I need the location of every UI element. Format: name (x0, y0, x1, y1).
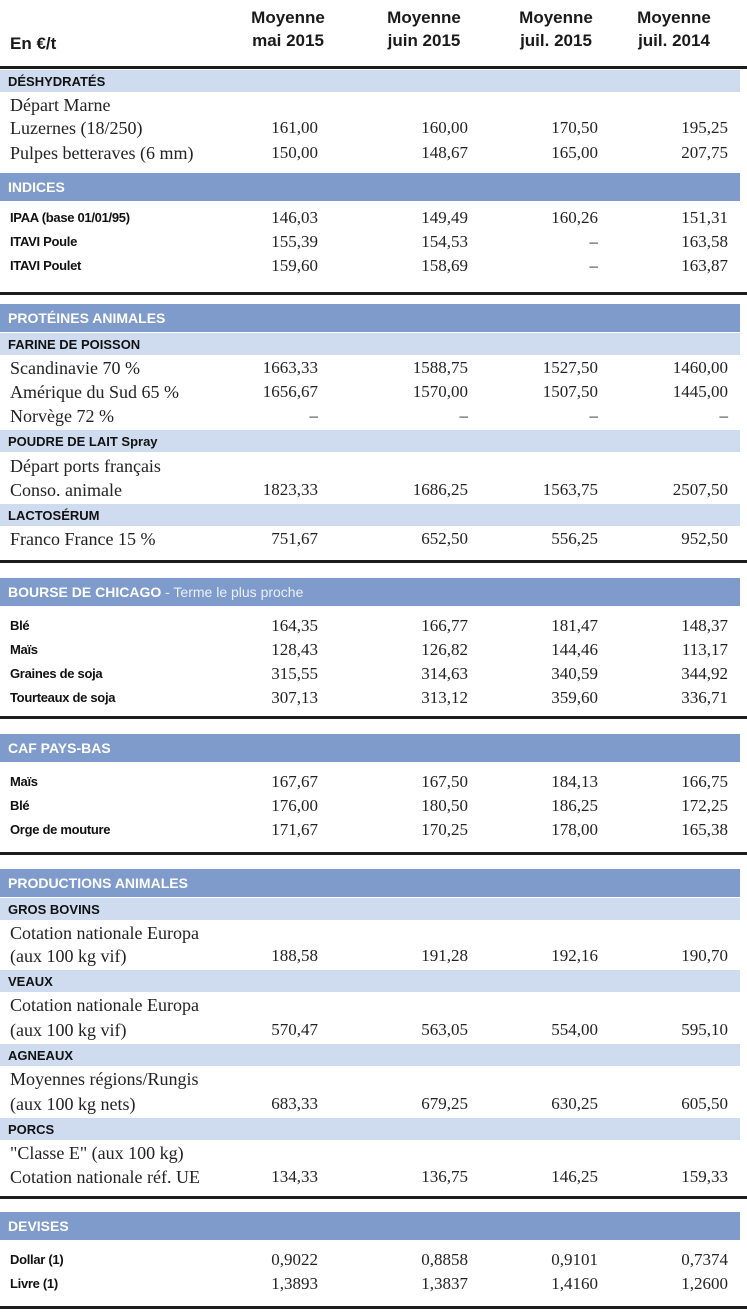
divider-rule (0, 716, 747, 719)
section-title: PRODUCTIONS ANIMALES (8, 875, 188, 891)
column-header-june-2015 (364, 6, 484, 52)
cell-value: 146,03 (271, 208, 318, 227)
cell-value: 595,10 (681, 1020, 728, 1039)
table-row (0, 662, 747, 686)
section-title: CAF PAYS-BAS (8, 740, 111, 756)
cell-value: 136,75 (421, 1167, 468, 1186)
cell-value: – (589, 232, 598, 251)
cell-value: 188,58 (271, 946, 318, 965)
cell-value: 159,60 (271, 256, 318, 275)
row-label: Scandinavie 70 % (10, 358, 140, 378)
row-label: ITAVI Poulet (10, 258, 82, 273)
row-label: Moyennes régions/Rungis (10, 1069, 199, 1089)
row-label: (aux 100 kg vif) (10, 946, 127, 966)
subsection-title: VEAUX (8, 974, 53, 989)
section-title: DEVISES (8, 1218, 69, 1234)
table-row (0, 380, 747, 404)
table-row (0, 141, 747, 165)
cell-value: 148,37 (681, 616, 728, 635)
table-row (0, 206, 747, 230)
cell-value: 178,00 (551, 820, 598, 839)
table-row (0, 638, 747, 662)
column-header-line: juin 2015 (387, 31, 461, 50)
row-label: ITAVI Poule (10, 234, 78, 249)
column-header-line: juil. 2015 (520, 31, 592, 50)
cell-value: – (459, 406, 468, 425)
section-bar-deshydrates (0, 70, 740, 92)
cell-value: 195,25 (681, 118, 728, 137)
subsection-title: POUDRE DE LAIT Spray (8, 434, 158, 449)
cell-value: 1570,00 (412, 382, 468, 401)
cell-value: 307,13 (271, 688, 318, 707)
cell-value: 1,3837 (421, 1274, 468, 1293)
cell-value: 148,67 (421, 143, 468, 162)
row-label: Blé (10, 798, 30, 813)
cell-value: 344,92 (681, 664, 728, 683)
cell-value: 158,69 (421, 256, 468, 275)
cell-value: 1507,50 (542, 382, 598, 401)
cell-value: 181,47 (551, 616, 598, 635)
cell-value: 315,55 (271, 664, 318, 683)
cell-value: 170,25 (421, 820, 468, 839)
row-label: Blé (10, 618, 30, 633)
cell-value: 163,58 (681, 232, 728, 251)
divider-rule (0, 560, 747, 563)
cell-value: – (719, 406, 728, 425)
row-label: Orge de mouture (10, 822, 111, 837)
cell-value: 190,70 (681, 946, 728, 965)
section-subtitle: - Terme le plus proche (161, 584, 304, 600)
cell-value: 630,25 (551, 1094, 598, 1113)
cell-value: 359,60 (551, 688, 598, 707)
divider-rule (0, 66, 747, 69)
cell-value: 1,3893 (271, 1274, 318, 1293)
section-title: DÉSHYDRATÉS (8, 74, 106, 89)
table-row (0, 356, 747, 380)
cell-value: 2507,50 (672, 480, 728, 499)
table-row (0, 794, 747, 818)
cell-value: 161,00 (271, 118, 318, 137)
cell-value: 652,50 (421, 529, 468, 548)
cell-value: 751,67 (271, 529, 318, 548)
cell-value: 160,00 (421, 118, 468, 137)
cell-value: 605,50 (681, 1094, 728, 1113)
row-label: Maïs (10, 774, 38, 789)
cell-value: 683,33 (271, 1094, 318, 1113)
row-label: Pulpes betteraves (6 mm) (10, 143, 194, 163)
row-label: IPAA (base 01/01/95) (10, 210, 130, 225)
section-bar-bourse-de-chicago (0, 578, 740, 606)
cell-value: 165,00 (551, 143, 598, 162)
table-row (0, 993, 747, 1017)
cell-value: 1527,50 (542, 358, 598, 377)
column-header-line: Moyenne (251, 8, 325, 27)
table-header (0, 0, 747, 68)
cell-value: 128,43 (271, 640, 318, 659)
cell-value: 1445,00 (672, 382, 728, 401)
cell-value: 336,71 (681, 688, 728, 707)
cell-value: 144,46 (551, 640, 598, 659)
subsection-title: FARINE DE POISSON (8, 337, 141, 352)
cell-value: 160,26 (551, 208, 598, 227)
cell-value: 154,53 (421, 232, 468, 251)
table-row (0, 93, 747, 117)
cell-value: 313,12 (421, 688, 468, 707)
column-header-line: Moyenne (637, 8, 711, 27)
column-header-may-2015 (228, 6, 348, 52)
subsection-bar-poudre-de-lait (0, 430, 740, 452)
subsection-bar-lactoserum (0, 504, 740, 526)
row-label: Maïs (10, 642, 38, 657)
section-bar-productions-animales (0, 869, 740, 897)
table-row (0, 1165, 747, 1189)
cell-value: 113,17 (681, 640, 728, 659)
cell-value: 159,33 (681, 1167, 728, 1186)
cell-value: 151,31 (681, 208, 728, 227)
cell-value: 171,67 (271, 820, 318, 839)
subsection-bar-veaux (0, 970, 740, 992)
cell-value: 191,28 (421, 946, 468, 965)
cell-value: 556,25 (551, 529, 598, 548)
row-label: Luzernes (18/250) (10, 118, 143, 138)
cell-value: 176,00 (271, 796, 318, 815)
column-header-line: mai 2015 (252, 31, 324, 50)
cell-value: 314,63 (421, 664, 468, 683)
table-row (0, 1092, 747, 1116)
cell-value: 146,25 (551, 1167, 598, 1186)
cell-value: 186,25 (551, 796, 598, 815)
cell-value: 155,39 (271, 232, 318, 251)
table-row (0, 1067, 747, 1091)
row-label: Dollar (1) (10, 1252, 64, 1267)
section-title (8, 584, 303, 600)
cell-value: – (309, 406, 318, 425)
section-title: INDICES (8, 179, 65, 195)
cell-value: 167,50 (421, 772, 468, 791)
cell-value: 952,50 (681, 529, 728, 548)
cell-value: 163,87 (681, 256, 728, 275)
table-row (0, 921, 747, 945)
cell-value: 554,00 (551, 1020, 598, 1039)
row-label: Conso. animale (10, 480, 122, 500)
cell-value: 170,50 (551, 118, 598, 137)
row-label: Graines de soja (10, 666, 103, 681)
row-label: (aux 100 kg vif) (10, 1020, 127, 1040)
row-label: Cotation nationale Europa (10, 923, 199, 943)
row-label: Tourteaux de soja (10, 690, 116, 705)
section-bar-devises (0, 1212, 740, 1240)
cell-value: 1663,33 (262, 358, 318, 377)
column-header-july-2015 (496, 6, 616, 52)
row-label: (aux 100 kg nets) (10, 1094, 136, 1114)
table-row (0, 454, 747, 478)
cell-value: 192,16 (551, 946, 598, 965)
table-row (0, 1018, 747, 1042)
subsection-bar-gros-bovins (0, 898, 740, 920)
cell-value: 166,77 (421, 616, 468, 635)
section-title: PROTÉINES ANIMALES (8, 310, 166, 326)
cell-value: – (589, 406, 598, 425)
cell-value: 1588,75 (412, 358, 468, 377)
cell-value: 164,35 (271, 616, 318, 635)
cell-value: 570,47 (271, 1020, 318, 1039)
section-title-main: BOURSE DE CHICAGO (8, 584, 162, 600)
row-label: Départ Marne (10, 95, 111, 115)
cell-value: – (589, 256, 598, 275)
cell-value: 149,49 (421, 208, 468, 227)
cell-value: 207,75 (681, 143, 728, 162)
table-row (0, 1272, 747, 1296)
row-label: Départ ports français (10, 456, 161, 476)
column-header-line: Moyenne (387, 8, 461, 27)
cell-value: 166,75 (681, 772, 728, 791)
section-bar-proteines-animales (0, 304, 740, 332)
cell-value: 172,25 (681, 796, 728, 815)
divider-rule (0, 1196, 747, 1199)
cell-value: 150,00 (271, 143, 318, 162)
cell-value: 0,8858 (421, 1250, 468, 1269)
subsection-bar-porcs (0, 1118, 740, 1140)
row-label: "Classe E" (aux 100 kg) (10, 1143, 184, 1163)
cell-value: 1,2600 (681, 1274, 728, 1293)
row-label: Cotation nationale réf. UE (10, 1167, 200, 1187)
cell-value: 679,25 (421, 1094, 468, 1113)
subsection-title: AGNEAUX (8, 1048, 74, 1063)
cell-value: 563,05 (421, 1020, 468, 1039)
table-row (0, 770, 747, 794)
cell-value: 1,4160 (551, 1274, 598, 1293)
cell-value: 126,82 (421, 640, 468, 659)
table-row (0, 254, 747, 278)
cell-value: 0,9101 (551, 1250, 598, 1269)
table-row (0, 614, 747, 638)
row-label: Livre (1) (10, 1276, 58, 1291)
subsection-title: LACTOSÉRUM (8, 508, 100, 523)
table-row (0, 478, 747, 502)
divider-rule (0, 852, 747, 855)
cell-value: 1460,00 (672, 358, 728, 377)
subsection-bar-farine-de-poisson (0, 333, 740, 355)
cell-value: 340,59 (551, 664, 598, 683)
row-label: Amérique du Sud 65 % (10, 382, 179, 402)
section-bar-indices (0, 173, 740, 201)
cell-value: 165,38 (681, 820, 728, 839)
column-header-line: Moyenne (519, 8, 593, 27)
column-header-line: juil. 2014 (638, 31, 710, 50)
cell-value: 167,67 (271, 772, 318, 791)
unit-label: En €/t (10, 34, 57, 53)
subsection-title: PORCS (8, 1122, 55, 1137)
table-row (0, 230, 747, 254)
row-label: Cotation nationale Europa (10, 995, 199, 1015)
table-row (0, 116, 747, 140)
cell-value: 1656,67 (262, 382, 318, 401)
cell-value: 180,50 (421, 796, 468, 815)
cell-value: 0,9022 (271, 1250, 318, 1269)
cell-value: 134,33 (271, 1167, 318, 1186)
cell-value: 184,13 (551, 772, 598, 791)
table-row (0, 1248, 747, 1272)
section-bar-caf-pays-bas (0, 734, 740, 762)
table-row (0, 818, 747, 842)
table-row (0, 527, 747, 551)
subsection-bar-agneaux (0, 1044, 740, 1066)
table-row (0, 944, 747, 968)
row-label: Norvège 72 % (10, 406, 114, 426)
column-header-july-2014 (614, 6, 734, 52)
table-row (0, 404, 747, 428)
cell-value: 1823,33 (262, 480, 318, 499)
table-row (0, 686, 747, 710)
subsection-title: GROS BOVINS (8, 902, 100, 917)
cell-value: 1686,25 (412, 480, 468, 499)
row-label: Franco France 15 % (10, 529, 156, 549)
table-row (0, 1141, 747, 1165)
cell-value: 1563,75 (542, 480, 598, 499)
divider-rule (0, 292, 747, 295)
cell-value: 0,7374 (681, 1250, 728, 1269)
divider-rule (0, 1306, 747, 1309)
